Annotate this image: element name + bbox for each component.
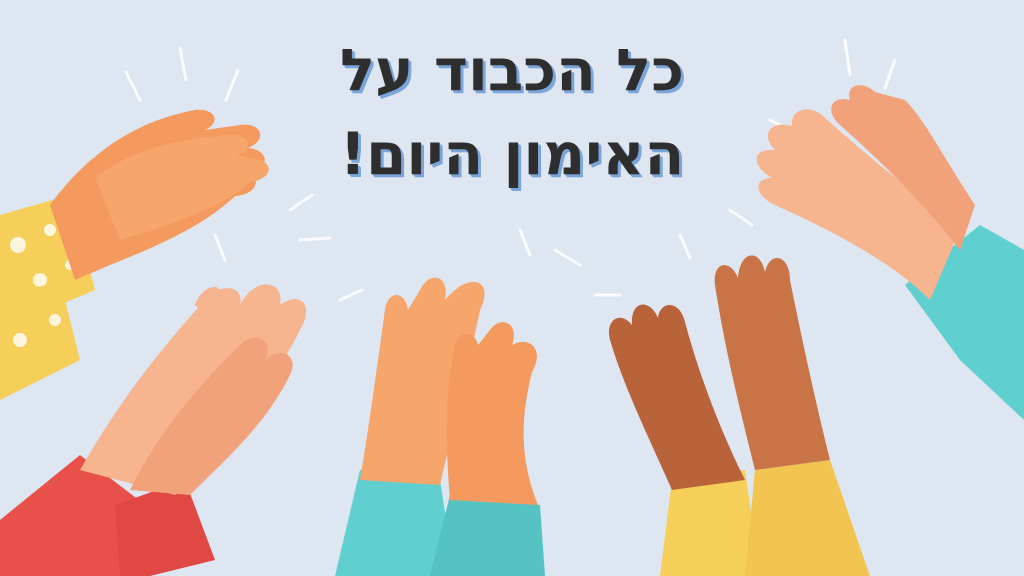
headline [0, 28, 1024, 196]
hands-dark [609, 255, 870, 576]
headline-line-2: האימון היום! [339, 120, 685, 188]
headline-line-1: כל הכבוד על [339, 36, 685, 104]
hands-center-teal [335, 278, 545, 576]
